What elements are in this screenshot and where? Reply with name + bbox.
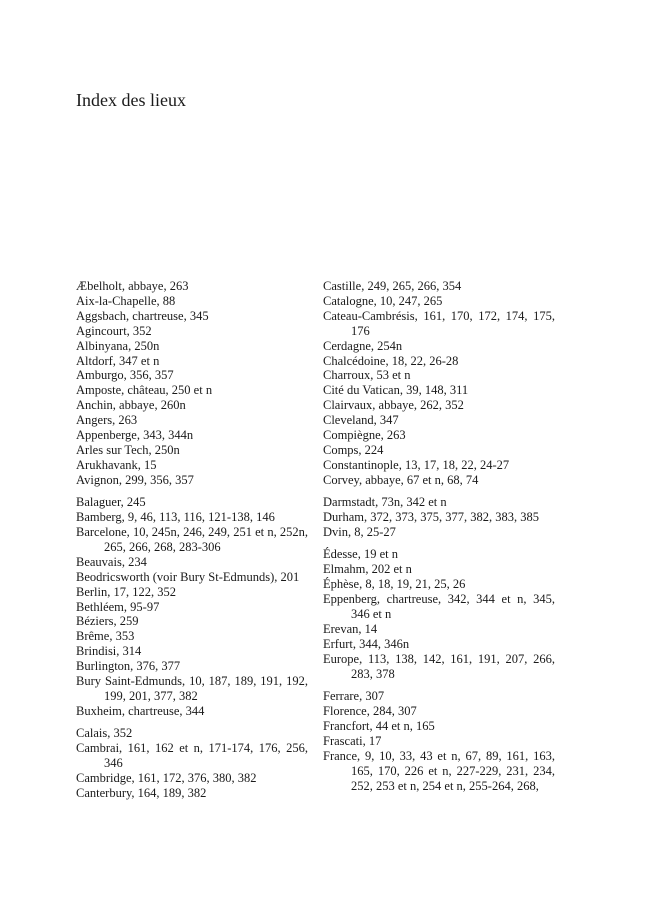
index-entry: Albinyana, 250n bbox=[76, 338, 160, 353]
index-entry: Amposte, château, 250 et n bbox=[76, 383, 213, 398]
index-entry: Erevan, 14 bbox=[323, 621, 378, 636]
index-entry: Édesse, 19 et n bbox=[323, 547, 398, 562]
index-entry: Canterbury, 164, 189, 382 bbox=[76, 785, 207, 800]
index-entry: Dvin, 8, 25-27 bbox=[323, 525, 396, 539]
index-letter-group bbox=[323, 495, 555, 540]
index-entry: Comps, 224 bbox=[323, 442, 384, 457]
index-entry: Chalcédoine, 18, 22, 26-28 bbox=[323, 353, 459, 368]
index-entry: Bamberg, 9, 46, 113, 116, 121-138, 146 bbox=[76, 510, 275, 525]
index-entry: Elmahm, 202 et n bbox=[323, 562, 412, 577]
index-entry: Corvey, abbaye, 67 et n, 68, 74 bbox=[323, 472, 479, 487]
index-entry: Cambrai, 161, 162 et n, 171-174, 176, 256, 346 bbox=[76, 741, 308, 771]
index-entry: Aix-la-Chapelle, 88 bbox=[76, 293, 176, 308]
index-entry: Constantinople, 13, 17, 18, 22, 24-27 bbox=[323, 457, 510, 472]
index-entry: Compiègne, 263 bbox=[323, 428, 406, 443]
index-entry: Brindisi, 314 bbox=[76, 644, 142, 659]
index-column-left bbox=[76, 279, 308, 808]
index-letter-group bbox=[76, 495, 308, 719]
index-entry: Clairvaux, abbaye, 262, 352 bbox=[323, 398, 464, 413]
index-column-right bbox=[323, 279, 555, 801]
index-entry: Cambridge, 161, 172, 376, 380, 382 bbox=[76, 771, 257, 785]
index-entry: Catalogne, 10, 247, 265 bbox=[323, 293, 443, 308]
index-entry: Darmstadt, 73n, 342 et n bbox=[323, 495, 447, 510]
index-letter-group bbox=[323, 547, 555, 681]
index-letter-group bbox=[76, 279, 308, 488]
index-entry: Angers, 263 bbox=[76, 413, 138, 428]
index-entry: Cateau-Cambrésis, 161, 170, 172, 174, 175, 176 bbox=[323, 308, 555, 338]
page-title: Index des lieux bbox=[76, 90, 186, 110]
index-letter-group bbox=[323, 279, 555, 488]
index-entry: Arukhavank, 15 bbox=[76, 457, 157, 472]
index-entry: Francfort, 44 et n, 165 bbox=[323, 718, 435, 733]
index-entry: Frascati, 17 bbox=[323, 733, 382, 748]
index-entry: Appenberge, 343, 344n bbox=[76, 428, 194, 443]
index-entry: Avignon, 299, 356, 357 bbox=[76, 472, 194, 487]
index-entry: Barcelone, 10, 245n, 246, 249, 251 et n, 252n, 265, 266, 268, 283-306 bbox=[76, 525, 308, 554]
index-entry: Balaguer, 245 bbox=[76, 495, 146, 510]
index-entry: Bury Saint-Edmunds, 10, 187, 189, 191, 192, 199, 201, 377, 382 bbox=[76, 674, 308, 703]
index-entry: Anchin, abbaye, 260n bbox=[76, 398, 186, 413]
index-entry: France, 9, 10, 33, 43 et n, 67, 89, 161, 163, 165, 170, 226 et n, 227-229, 231, 234, 252, 253 et n, 254 et n, 255-264, 268, bbox=[323, 748, 555, 793]
index-entry: Cleveland, 347 bbox=[323, 413, 399, 428]
index-letter-group bbox=[323, 689, 555, 793]
index-entry: Beodricsworth (voir Bury St-Edmunds), 201 bbox=[76, 569, 300, 584]
index-entry: Cité du Vatican, 39, 148, 311 bbox=[323, 383, 469, 398]
index-entry: Berlin, 17, 122, 352 bbox=[76, 584, 176, 599]
index-entry: Durham, 372, 373, 375, 377, 382, 383, 385 bbox=[323, 510, 539, 525]
index-entry: Bethléem, 95-97 bbox=[76, 599, 160, 614]
index-entry: Altdorf, 347 et n bbox=[76, 353, 160, 368]
index-entry: Buxheim, chartreuse, 344 bbox=[76, 703, 205, 718]
index-entry: Béziers, 259 bbox=[76, 614, 139, 629]
index-entry: Eppenberg, chartreuse, 342, 344 et n, 345, 346 et n bbox=[323, 592, 555, 622]
index-entry: Æbelholt, abbaye, 263 bbox=[76, 279, 189, 293]
index-entry: Erfurt, 344, 346n bbox=[323, 636, 410, 651]
index-entry: Cerdagne, 254n bbox=[323, 338, 403, 353]
index-entry: Florence, 284, 307 bbox=[323, 703, 417, 718]
index-entry: Burlington, 376, 377 bbox=[76, 659, 181, 674]
index-entry: Europe, 113, 138, 142, 161, 191, 207, 266, 283, 378 bbox=[323, 651, 555, 681]
index-entry: Amburgo, 356, 357 bbox=[76, 368, 174, 383]
index-entry: Brême, 353 bbox=[76, 629, 135, 644]
index-entry: Éphèse, 8, 18, 19, 21, 25, 26 bbox=[323, 577, 466, 592]
index-entry: Castille, 249, 265, 266, 354 bbox=[323, 279, 462, 293]
index-entry: Ferrare, 307 bbox=[323, 689, 385, 704]
index-entry: Beauvais, 234 bbox=[76, 554, 147, 569]
index-entry: Charroux, 53 et n bbox=[323, 368, 411, 383]
index-entry: Agincourt, 352 bbox=[76, 323, 152, 338]
index-letter-group bbox=[76, 726, 308, 801]
index-entry: Arles sur Tech, 250n bbox=[76, 442, 180, 457]
index-entry: Aggsbach, chartreuse, 345 bbox=[76, 308, 209, 323]
index-entry: Calais, 352 bbox=[76, 726, 133, 741]
